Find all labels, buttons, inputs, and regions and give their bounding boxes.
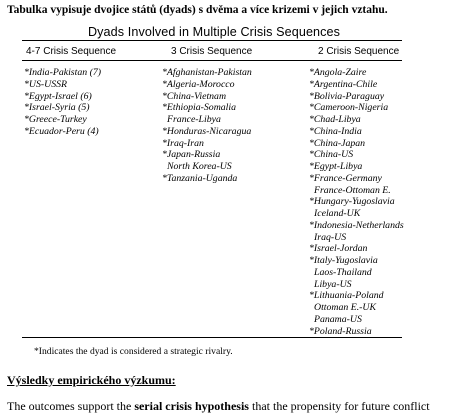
table-bottom-rule xyxy=(22,337,402,338)
dyad-entry: *Japan-Russia xyxy=(162,149,221,161)
section-heading: Výsledky empirického výzkumu: xyxy=(7,373,176,387)
dyad-entry: France-Libya xyxy=(167,114,221,125)
dyad-entry: Libya-US xyxy=(314,278,352,290)
dyad-entry: France-Ottoman E. xyxy=(314,184,391,196)
body-text-end: that the propensity for future conflict xyxy=(248,399,430,413)
dyad-entry: *US-USSR xyxy=(24,78,67,90)
dyad-entry: *Ecuador-Peru (4) xyxy=(24,125,99,137)
dyad-entry: *Afghanistan-Pakistan xyxy=(162,67,252,78)
table-footnote: *Indicates the dyad is considered a strategic rivalry. xyxy=(34,346,233,357)
dyad-entry: Ottoman E.-UK xyxy=(314,302,377,313)
dyad-entry: *Israel-Jordan xyxy=(309,243,368,255)
column-header-4-7: 4-7 Crisis Sequence xyxy=(26,46,117,57)
dyad-entry: *Chad-Libya xyxy=(309,114,361,125)
column-header-2: 2 Crisis Sequence xyxy=(318,46,400,57)
dyad-entry: *Bolivia-Paraguay xyxy=(309,90,385,102)
dyad-entry: *Honduras-Nicaragua xyxy=(162,125,252,137)
table-title: Dyads Involved in Multiple Crisis Sequences xyxy=(87,25,341,39)
dyad-entry: *Algeria-Morocco xyxy=(162,78,235,90)
table-header-rule xyxy=(22,60,402,61)
dyad-entry: *Iraq-Iran xyxy=(162,137,204,149)
intro-text: Tabulka vypisuje dvojice států (dyads) s dvěma a více krizemi v jejich vztahu. xyxy=(7,4,388,16)
dyad-entry: *China-India xyxy=(309,125,362,137)
dyad-entry: *Cameroon-Nigeria xyxy=(309,102,389,114)
dyad-entry: *Tanzania-Uganda xyxy=(162,172,238,184)
dyad-entry: *Indonesia-Netherlands xyxy=(309,219,404,231)
column-4-7-list xyxy=(24,67,101,138)
dyad-entry: *China-Japan xyxy=(309,137,366,149)
column-header-3: 3 Crisis Sequence xyxy=(171,46,253,57)
dyad-entry: *France-Germany xyxy=(309,172,382,184)
dyad-entry: *Argentina-Chile xyxy=(309,78,378,90)
body-text-start: The outcomes support the xyxy=(7,399,135,413)
dyad-entry: Laos-Thailand xyxy=(314,266,372,278)
dyad-entry: *Italy-Yugoslavia xyxy=(309,255,378,266)
dyad-entry: *Poland-Russia xyxy=(309,325,372,337)
dyad-entry: *Lithuania-Poland xyxy=(309,290,384,302)
dyad-entry: *Israel-Syria (5) xyxy=(24,102,90,114)
body-paragraph xyxy=(7,399,430,414)
column-2-list xyxy=(309,67,404,337)
dyad-entry: *Egypt-Israel (6) xyxy=(24,90,92,102)
dyad-entry: North Korea-US xyxy=(167,161,232,172)
column-3-list xyxy=(162,67,252,185)
dyad-entry: *China-US xyxy=(309,149,354,161)
dyad-entry: *Angola-Zaire xyxy=(309,67,367,78)
dyad-entry: *Hungary-Yugoslavia xyxy=(309,196,395,208)
table-top-rule xyxy=(22,40,402,41)
dyad-entry: Iceland-UK xyxy=(314,208,361,219)
dyad-entry: Iraq-US xyxy=(314,231,347,243)
body-text-bold: serial crisis hypothesis xyxy=(134,399,249,413)
dyad-entry: *Greece-Turkey xyxy=(24,114,87,125)
dyad-entry: *China-Vietnam xyxy=(162,90,227,102)
dyad-entry: *Ethiopia-Somalia xyxy=(162,102,237,114)
dyad-entry: *India-Pakistan (7) xyxy=(24,67,101,78)
dyad-entry: Panama-US xyxy=(314,313,362,325)
dyad-entry: *Egypt-Libya xyxy=(309,161,363,172)
